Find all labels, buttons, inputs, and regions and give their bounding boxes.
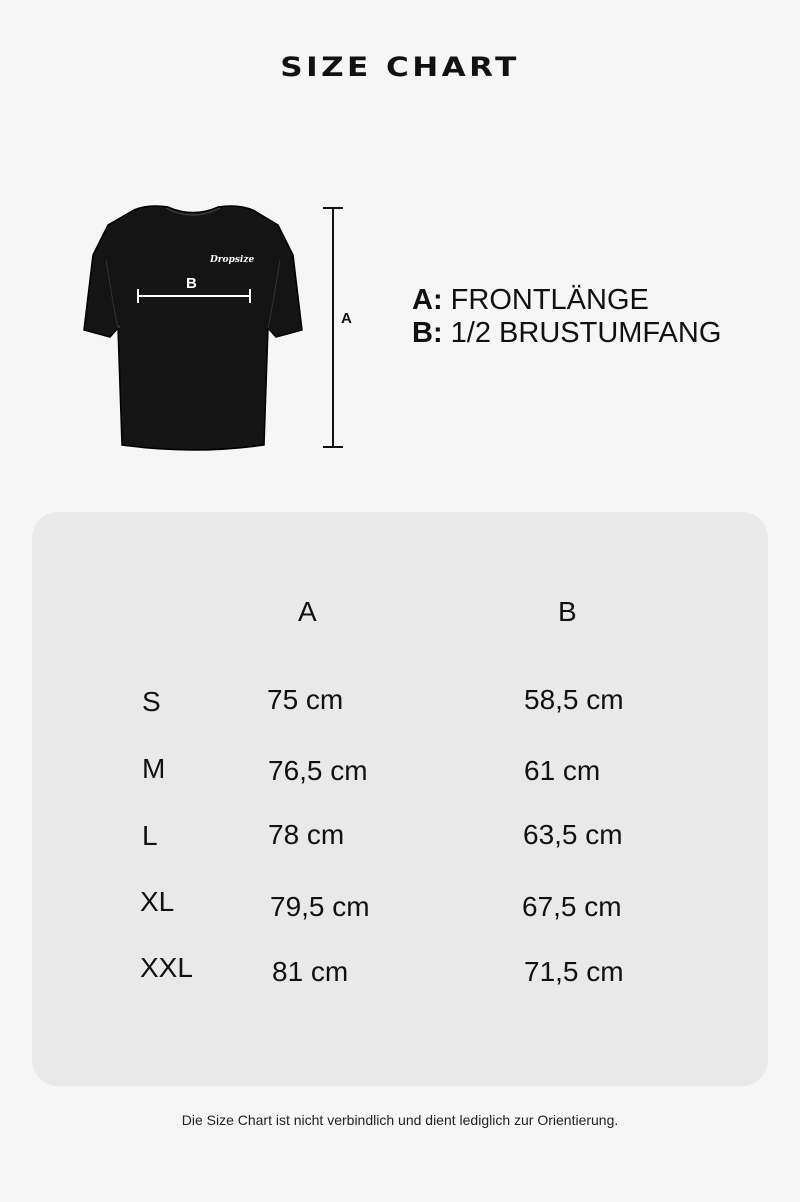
column-header-a: A [298, 596, 317, 627]
measure-a-bar [320, 205, 344, 450]
legend-text: FRONTLÄNGE [450, 284, 649, 316]
column-header-b: B [558, 596, 577, 627]
size-label: XXL [140, 952, 193, 983]
tshirt-body [84, 206, 302, 450]
size-label: M [142, 753, 166, 784]
page-title: SIZE CHART [280, 52, 520, 83]
value-a: 78 cm [268, 819, 345, 850]
value-b: 58,5 cm [524, 684, 624, 715]
measure-a-label: A [341, 310, 352, 327]
legend-key: B: [412, 317, 443, 349]
value-b: 61 cm [524, 755, 601, 786]
measure-b-label: B [186, 275, 197, 292]
value-b: 63,5 cm [523, 819, 623, 850]
size-label: S [142, 686, 161, 717]
size-label: XL [140, 886, 175, 917]
value-b: 71,5 cm [524, 956, 624, 987]
tshirt-illustration [78, 200, 308, 455]
legend-item-b [412, 317, 721, 350]
legend-key: A: [412, 284, 443, 316]
size-table-panel [32, 512, 768, 1086]
legend-item-a [412, 284, 721, 317]
legend [412, 284, 721, 350]
legend-text: 1/2 BRUSTUMFANG [450, 317, 722, 349]
value-a: 79,5 cm [270, 891, 370, 922]
value-b: 67,5 cm [522, 891, 622, 922]
disclaimer-footnote: Die Size Chart ist nicht verbindlich und dient lediglich zur Orientierung. [181, 1112, 619, 1128]
size-label: L [142, 820, 158, 851]
shirt-brand-logo: Dropsize [210, 255, 255, 265]
value-a: 76,5 cm [268, 755, 368, 786]
value-a: 81 cm [272, 956, 349, 987]
value-a: 75 cm [267, 684, 344, 715]
